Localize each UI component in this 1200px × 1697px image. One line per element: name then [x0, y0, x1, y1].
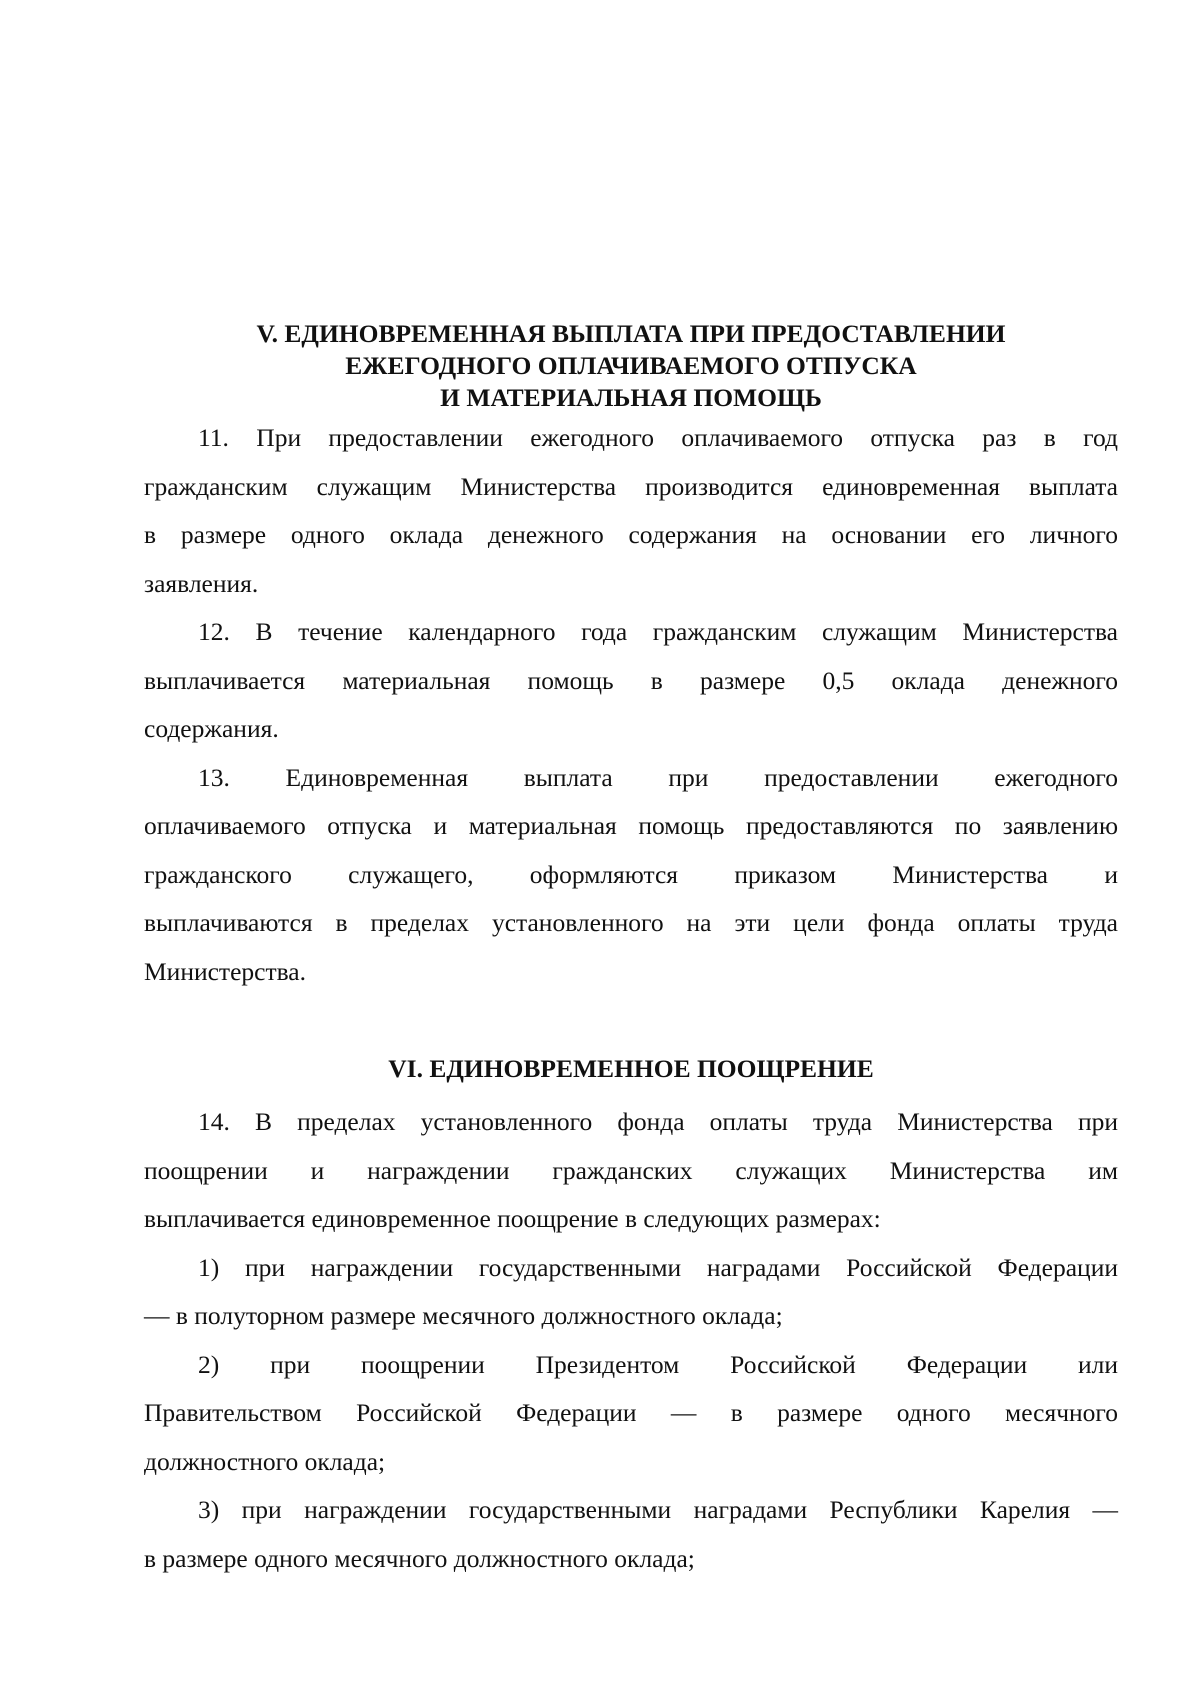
text-line: заявления.	[144, 568, 259, 598]
list-item-1	[144, 1244, 1118, 1341]
text-line: в размере одного оклада денежного содержания на основании его личного	[144, 520, 1118, 549]
text-line: в размере одного месячного должностного оклада;	[144, 1543, 695, 1573]
section-v-title-line: ЕЖЕГОДНОГО ОПЛАЧИВАЕМОГО ОТПУСКА	[345, 351, 917, 380]
section-v-body	[144, 414, 1118, 996]
text-line: Министерства.	[144, 956, 307, 986]
paragraph-13	[144, 754, 1118, 997]
text-line: гражданского служащего, оформляются приказом Министерства и	[144, 859, 1118, 889]
text-line: 11. При предоставлении ежегодного оплачиваемого отпуска раз в год	[198, 423, 1118, 452]
text-line: гражданским служащим Министерства производится единовременная выплата	[144, 471, 1118, 501]
text-line: 12. В течение календарного года гражданским служащим Министерства	[198, 617, 1118, 646]
section-v-title-line: И МАТЕРИАЛЬНАЯ ПОМОЩЬ	[440, 383, 822, 412]
section-vi-title-line: VI. ЕДИНОВРЕМЕННОЕ ПООЩРЕНИЕ	[388, 1054, 874, 1083]
text-line: содержания.	[144, 714, 279, 743]
text-line: Правительством Российской Федерации — в размере одного месячного	[144, 1398, 1118, 1427]
text-line: выплачиваются в пределах установленного на эти цели фонда оплаты труда	[144, 908, 1118, 937]
paragraph-11	[144, 414, 1118, 608]
text-line: выплачивается единовременное поощрение в следующих размерах:	[144, 1204, 881, 1233]
document-page	[144, 0, 1118, 1697]
text-line: оплачиваемого отпуска и материальная помощь предоставляются по заявлению	[144, 811, 1118, 840]
text-line: 1) при награждении государственными наградами Российской Федерации	[198, 1252, 1118, 1282]
text-line: 2) при поощрении Президентом Российской Федерации или	[198, 1349, 1118, 1379]
text-line: — в полуторном размере месячного должностного оклада;	[144, 1301, 783, 1330]
text-line: выплачивается материальная помощь в размере 0,5 оклада денежного	[144, 665, 1118, 695]
list-item-2	[144, 1341, 1118, 1487]
text-line: должностного оклада;	[144, 1446, 386, 1476]
section-vi-title	[144, 1053, 1118, 1085]
list-item-3	[144, 1486, 1118, 1583]
section-v-title	[144, 318, 1118, 414]
text-line: 3) при награждении государственными наградами Республики Карелия —	[198, 1495, 1118, 1524]
section-v-title-line: V. ЕДИНОВРЕМЕННАЯ ВЫПЛАТА ПРИ ПРЕДОСТАВЛЕНИИ	[256, 319, 1006, 348]
text-line: 13. Единовременная выплата при предоставлении ежегодного	[198, 762, 1118, 792]
text-line: 14. В пределах установленного фонда оплаты труда Министерства при	[198, 1107, 1118, 1136]
paragraph-14	[144, 1098, 1118, 1244]
text-line: поощрении и награждении гражданских служащих Министерства им	[144, 1155, 1118, 1185]
section-vi-body	[144, 1098, 1118, 1583]
paragraph-12	[144, 608, 1118, 754]
